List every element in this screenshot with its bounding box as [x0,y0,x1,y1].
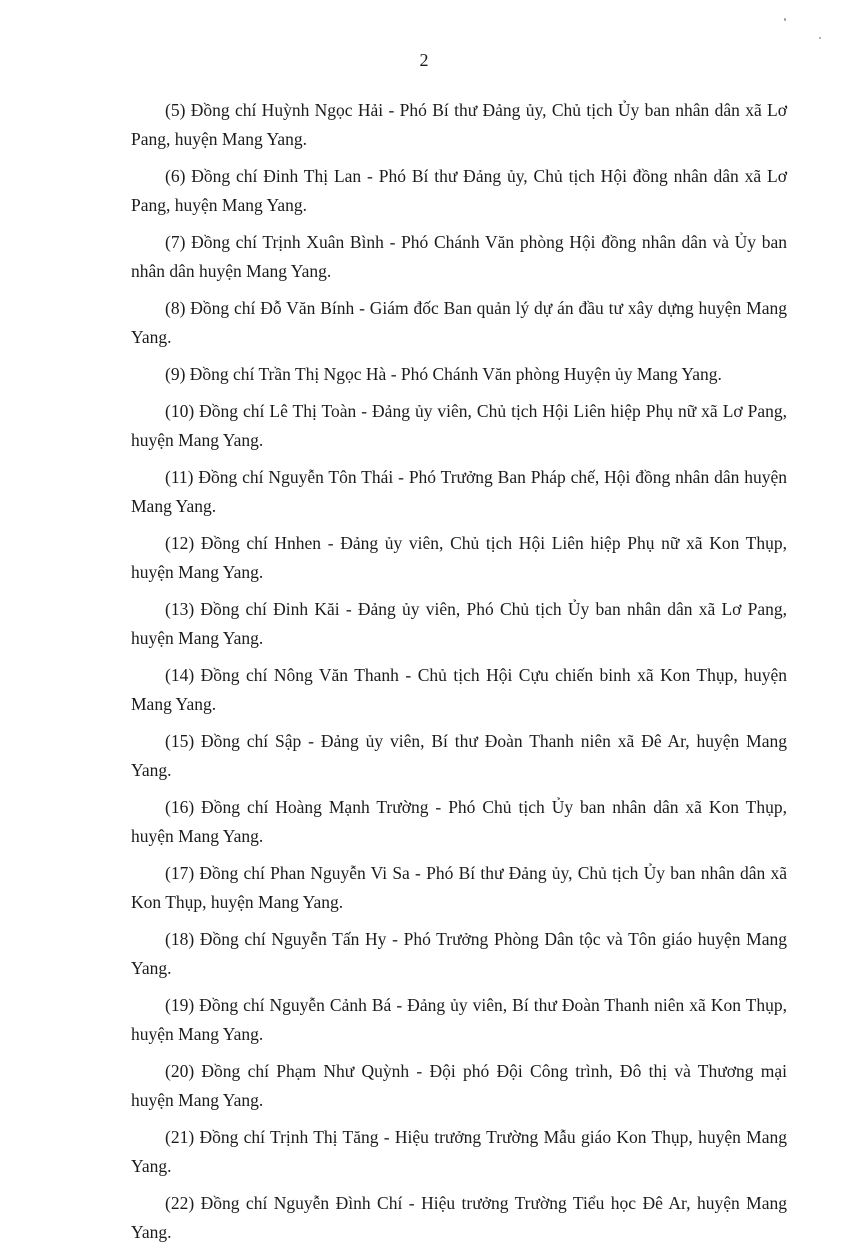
scan-speck [784,18,786,21]
list-item: (6) Đồng chí Đinh Thị Lan - Phó Bí thư Đảng ủy, Chủ tịch Hội đồng nhân dân xã Lơ Pang, huyện Mang Yang. [131,166,787,215]
list-item: (5) Đồng chí Huỳnh Ngọc Hải - Phó Bí thư Đảng ủy, Chủ tịch Ủy ban nhân dân xã Lơ Pang, huyện Mang Yang. [131,100,787,149]
list-item: (18) Đồng chí Nguyễn Tấn Hy - Phó Trưởng Phòng Dân tộc và Tôn giáo huyện Mang Yang. [131,929,787,978]
list-item: (22) Đồng chí Nguyễn Đình Chí - Hiệu trưởng Trường Tiểu học Đê Ar, huyện Mang Yang. [131,1193,787,1242]
list-item: (10) Đồng chí Lê Thị Toàn - Đảng ủy viên, Chủ tịch Hội Liên hiệp Phụ nữ xã Lơ Pang, huyện Mang Yang. [131,401,787,450]
list-item: (21) Đồng chí Trịnh Thị Tăng - Hiệu trưởng Trường Mẫu giáo Kon Thụp, huyện Mang Yang. [131,1127,787,1176]
list-item: (11) Đồng chí Nguyễn Tôn Thái - Phó Trưởng Ban Pháp chế, Hội đồng nhân dân huyện Mang Yang. [131,467,787,516]
list-item: (19) Đồng chí Nguyễn Cảnh Bá - Đảng ủy viên, Bí thư Đoàn Thanh niên xã Kon Thụp, huyện Mang Yang. [131,995,787,1044]
list-item: (7) Đồng chí Trịnh Xuân Bình - Phó Chánh Văn phòng Hội đồng nhân dân và Ủy ban nhân dân huyện Mang Yang. [131,232,787,281]
list-item: (20) Đồng chí Phạm Như Quỳnh - Đội phó Đội Công trình, Đô thị và Thương mại huyện Mang Yang. [131,1061,787,1110]
list-item: (17) Đồng chí Phan Nguyễn Vi Sa - Phó Bí thư Đảng ủy, Chủ tịch Ủy ban nhân dân xã Kon Thụp, huyện Mang Yang. [131,863,787,912]
page-number: 2 [419,50,429,70]
list-item: (12) Đồng chí Hnhen - Đảng ủy viên, Chủ tịch Hội Liên hiệp Phụ nữ xã Kon Thụp, huyện Mang Yang. [131,533,787,582]
scan-speck [819,37,821,39]
list-item: (15) Đồng chí Sập - Đảng ủy viên, Bí thư Đoàn Thanh niên xã Đê Ar, huyện Mang Yang. [131,731,787,780]
member-list [131,96,787,1255]
list-item: (14) Đồng chí Nông Văn Thanh - Chủ tịch Hội Cựu chiến binh xã Kon Thụp, huyện Mang Yang. [131,665,787,714]
list-item: (9) Đồng chí Trần Thị Ngọc Hà - Phó Chánh Văn phòng Huyện ủy Mang Yang. [165,364,722,384]
list-item: (16) Đồng chí Hoàng Mạnh Trường - Phó Chủ tịch Ủy ban nhân dân xã Kon Thụp, huyện Mang Yang. [131,797,787,846]
list-item: (8) Đồng chí Đỗ Văn Bính - Giám đốc Ban quản lý dự án đầu tư xây dựng huyện Mang Yang. [131,298,787,347]
list-item: (13) Đồng chí Đinh Kăi - Đảng ủy viên, Phó Chủ tịch Ủy ban nhân dân xã Lơ Pang, huyện Mang Yang. [131,599,787,648]
